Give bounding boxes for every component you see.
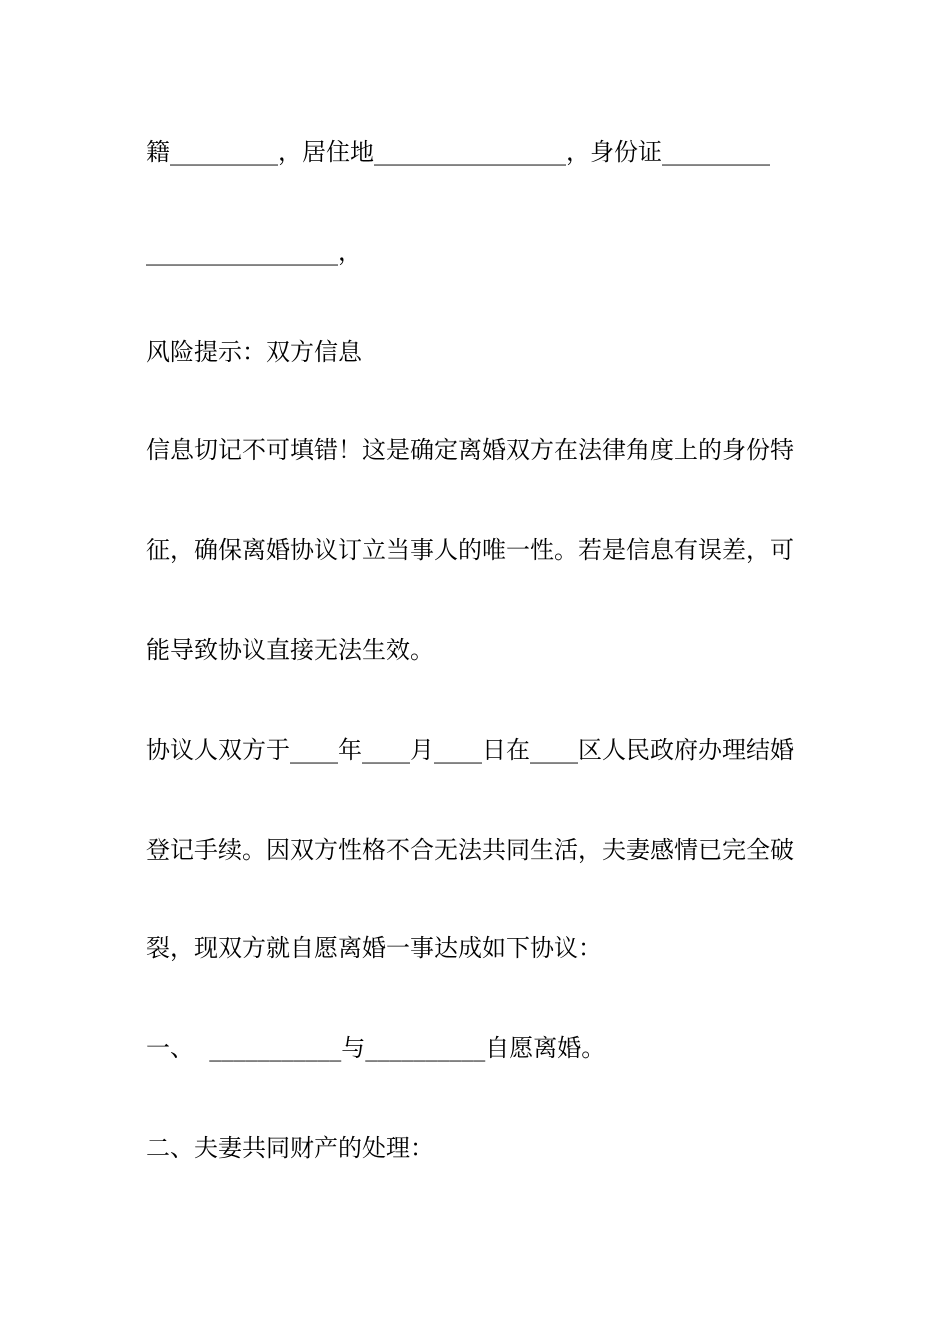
doc-line-1: 籍_________，居住地________________，身份证_________ xyxy=(146,138,770,166)
doc-line-2: ________________， xyxy=(146,238,362,266)
doc-line-6: 能导致协议直接无法生效。 xyxy=(146,636,434,664)
doc-line-7: 协议人双方于____年____月____日在____区人民政府办理结婚 xyxy=(146,736,794,764)
doc-line-3: 风险提示：双方信息 xyxy=(146,338,362,366)
doc-line-8: 登记手续。因双方性格不合无法共同生活，夫妻感情已完全破 xyxy=(146,836,794,864)
doc-line-11: 二、夫妻共同财产的处理： xyxy=(146,1134,434,1162)
doc-line-4: 信息切记不可填错！这是确定离婚双方在法律角度上的身份特 xyxy=(146,436,794,464)
doc-line-5: 征，确保离婚协议订立当事人的唯一性。若是信息有误差，可 xyxy=(146,536,794,564)
doc-line-9: 裂，现双方就自愿离婚一事达成如下协议： xyxy=(146,934,602,962)
doc-line-10: 一、 ___________与__________自愿离婚。 xyxy=(146,1034,606,1062)
